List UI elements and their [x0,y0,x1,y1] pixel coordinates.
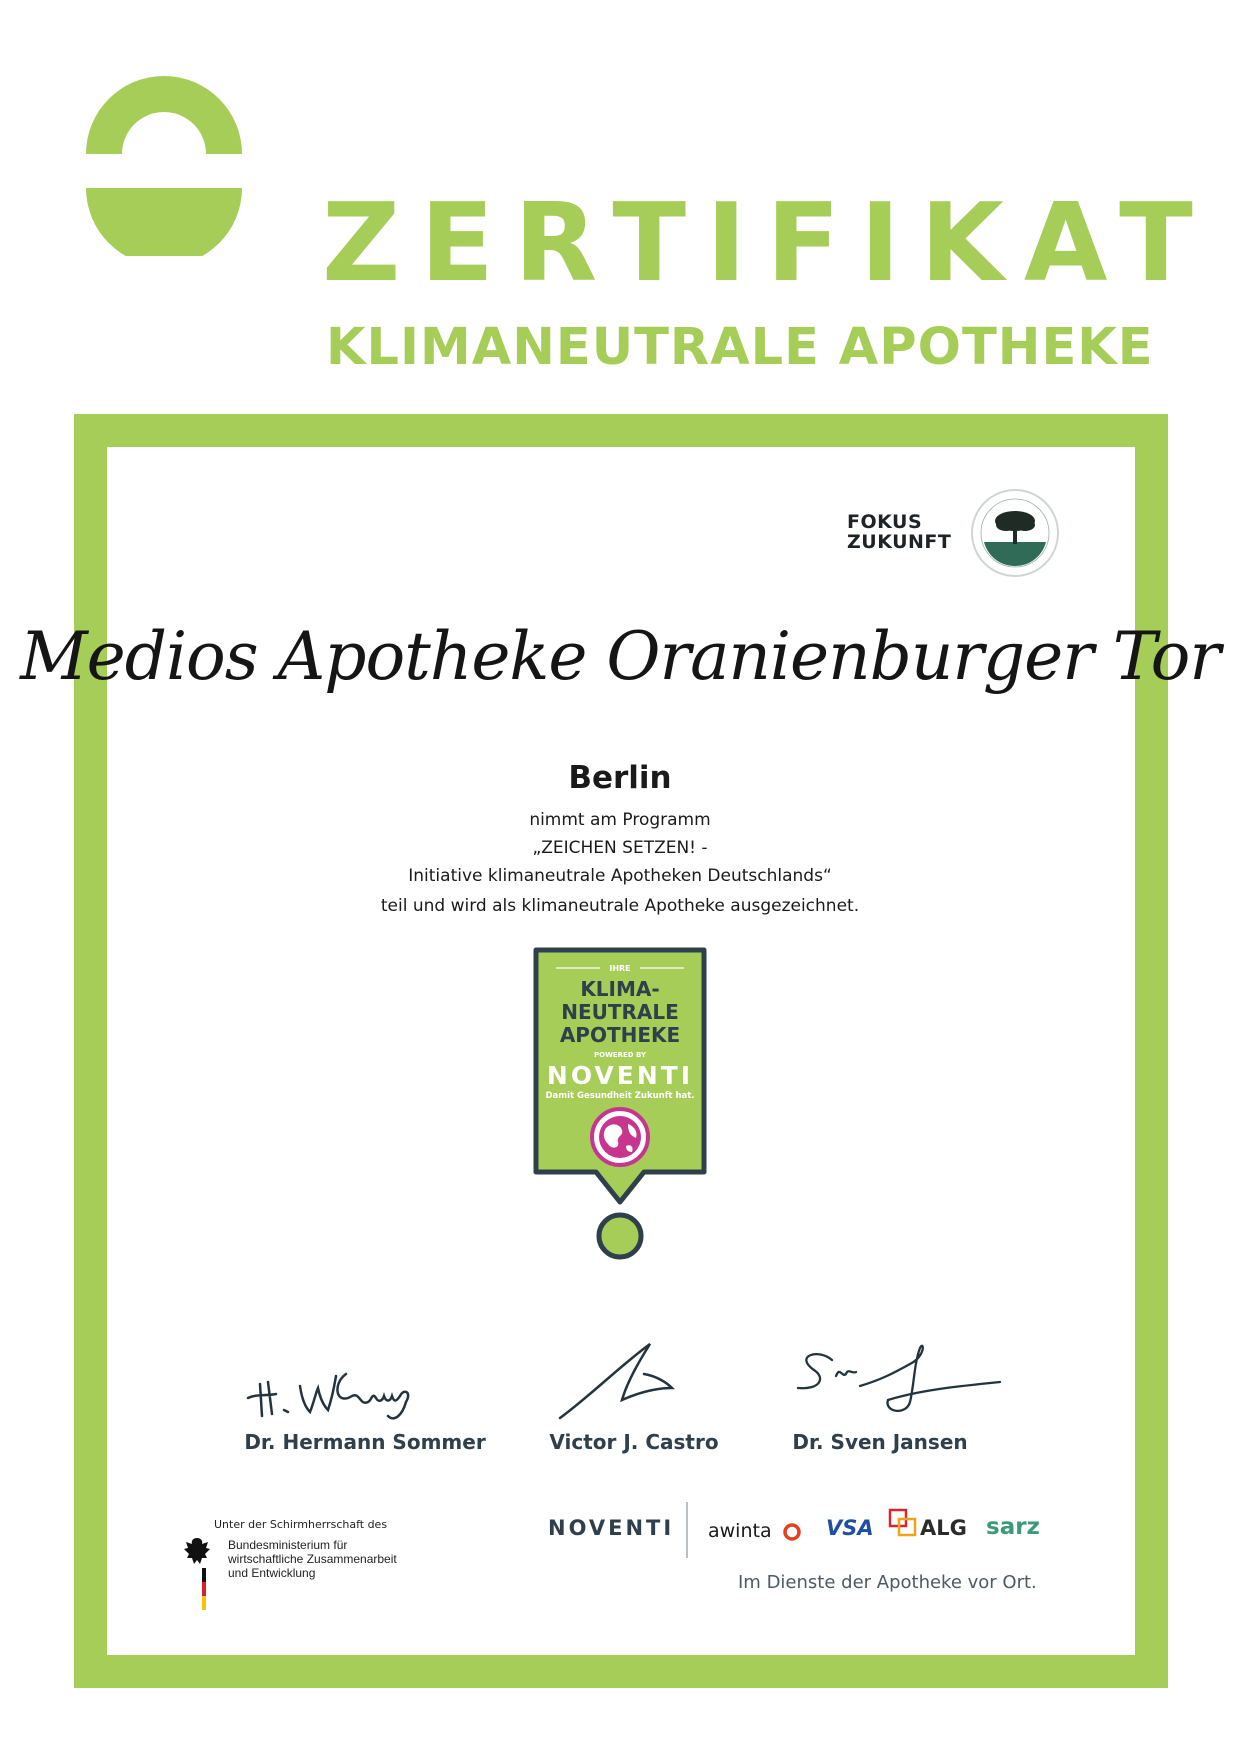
ministry-line: wirtschaftliche Zusammenarbeit [228,1552,397,1566]
awinta-ring-icon [782,1522,802,1542]
badge-powered: POWERED BY [593,1051,647,1059]
signer-name: Dr. Sven Jansen [792,1430,968,1454]
federal-eagle-icon [182,1532,212,1612]
ministry-line: und Entwicklung [228,1566,316,1580]
certificate-subtitle: KLIMANEUTRALE APOTHEKE [326,318,1154,377]
badge-claim: Damit Gesundheit Zukunft hat. [545,1091,695,1101]
ministry-line: Bundesministerium für [228,1538,348,1552]
alg-squares-icon [888,1508,918,1538]
partner-logo-row [548,1502,1048,1562]
climate-company-seal-icon [970,488,1060,578]
noventi-logo: NOVENTI [548,1516,675,1540]
certificate-text-line: „ZEICHEN SETZEN! - [532,838,708,858]
fokus-zukunft-logo [847,512,951,552]
certificate-title: ZERTIFIKAT [322,181,1213,306]
badge-line3: APOTHEKE [559,1023,681,1047]
ministry-name [228,1538,397,1580]
alg-logo: ALG [920,1516,967,1540]
partner-divider [686,1502,688,1558]
badge-line2: NEUTRALE [561,1000,679,1024]
globe-icon [592,1109,648,1165]
badge-brand: NOVENTI [546,1061,694,1090]
awinta-logo: awinta [708,1520,772,1542]
pharmacy-name: Medios Apotheke Oranienburger Tor [20,618,1220,695]
fokus-logo-line2: ZUKUNFT [847,531,952,553]
signature-castro [540,1336,780,1426]
badge-line1: KLIMA- [580,977,660,1001]
climate-neutral-badge [532,946,708,1264]
signer-name: Victor J. Castro [549,1430,719,1454]
signer-name: Dr. Hermann Sommer [244,1430,486,1454]
badge-small-top: IHRE [609,964,631,973]
vsa-logo: VSA [826,1516,874,1540]
certificate-text-line: Initiative klimaneutrale Apotheken Deutschlands“ [408,866,832,886]
city-name: Berlin [568,760,672,796]
signature-jansen [780,1336,1020,1426]
signature-sommer [236,1336,476,1426]
fokus-logo-line1: FOKUS [847,511,923,533]
sarz-logo: sarz [986,1514,1040,1540]
certificate-text-line: teil und wird als klimaneutrale Apotheke ausgezeichnet. [380,896,860,916]
certificate-text-line: nimmt am Programm [529,810,711,830]
noventi-o-logo-icon [74,76,254,256]
patronage-label: Unter der Schirmherrschaft des [214,1518,388,1531]
partner-tagline: Im Dienste der Apotheke vor Ort. [738,1572,1037,1593]
